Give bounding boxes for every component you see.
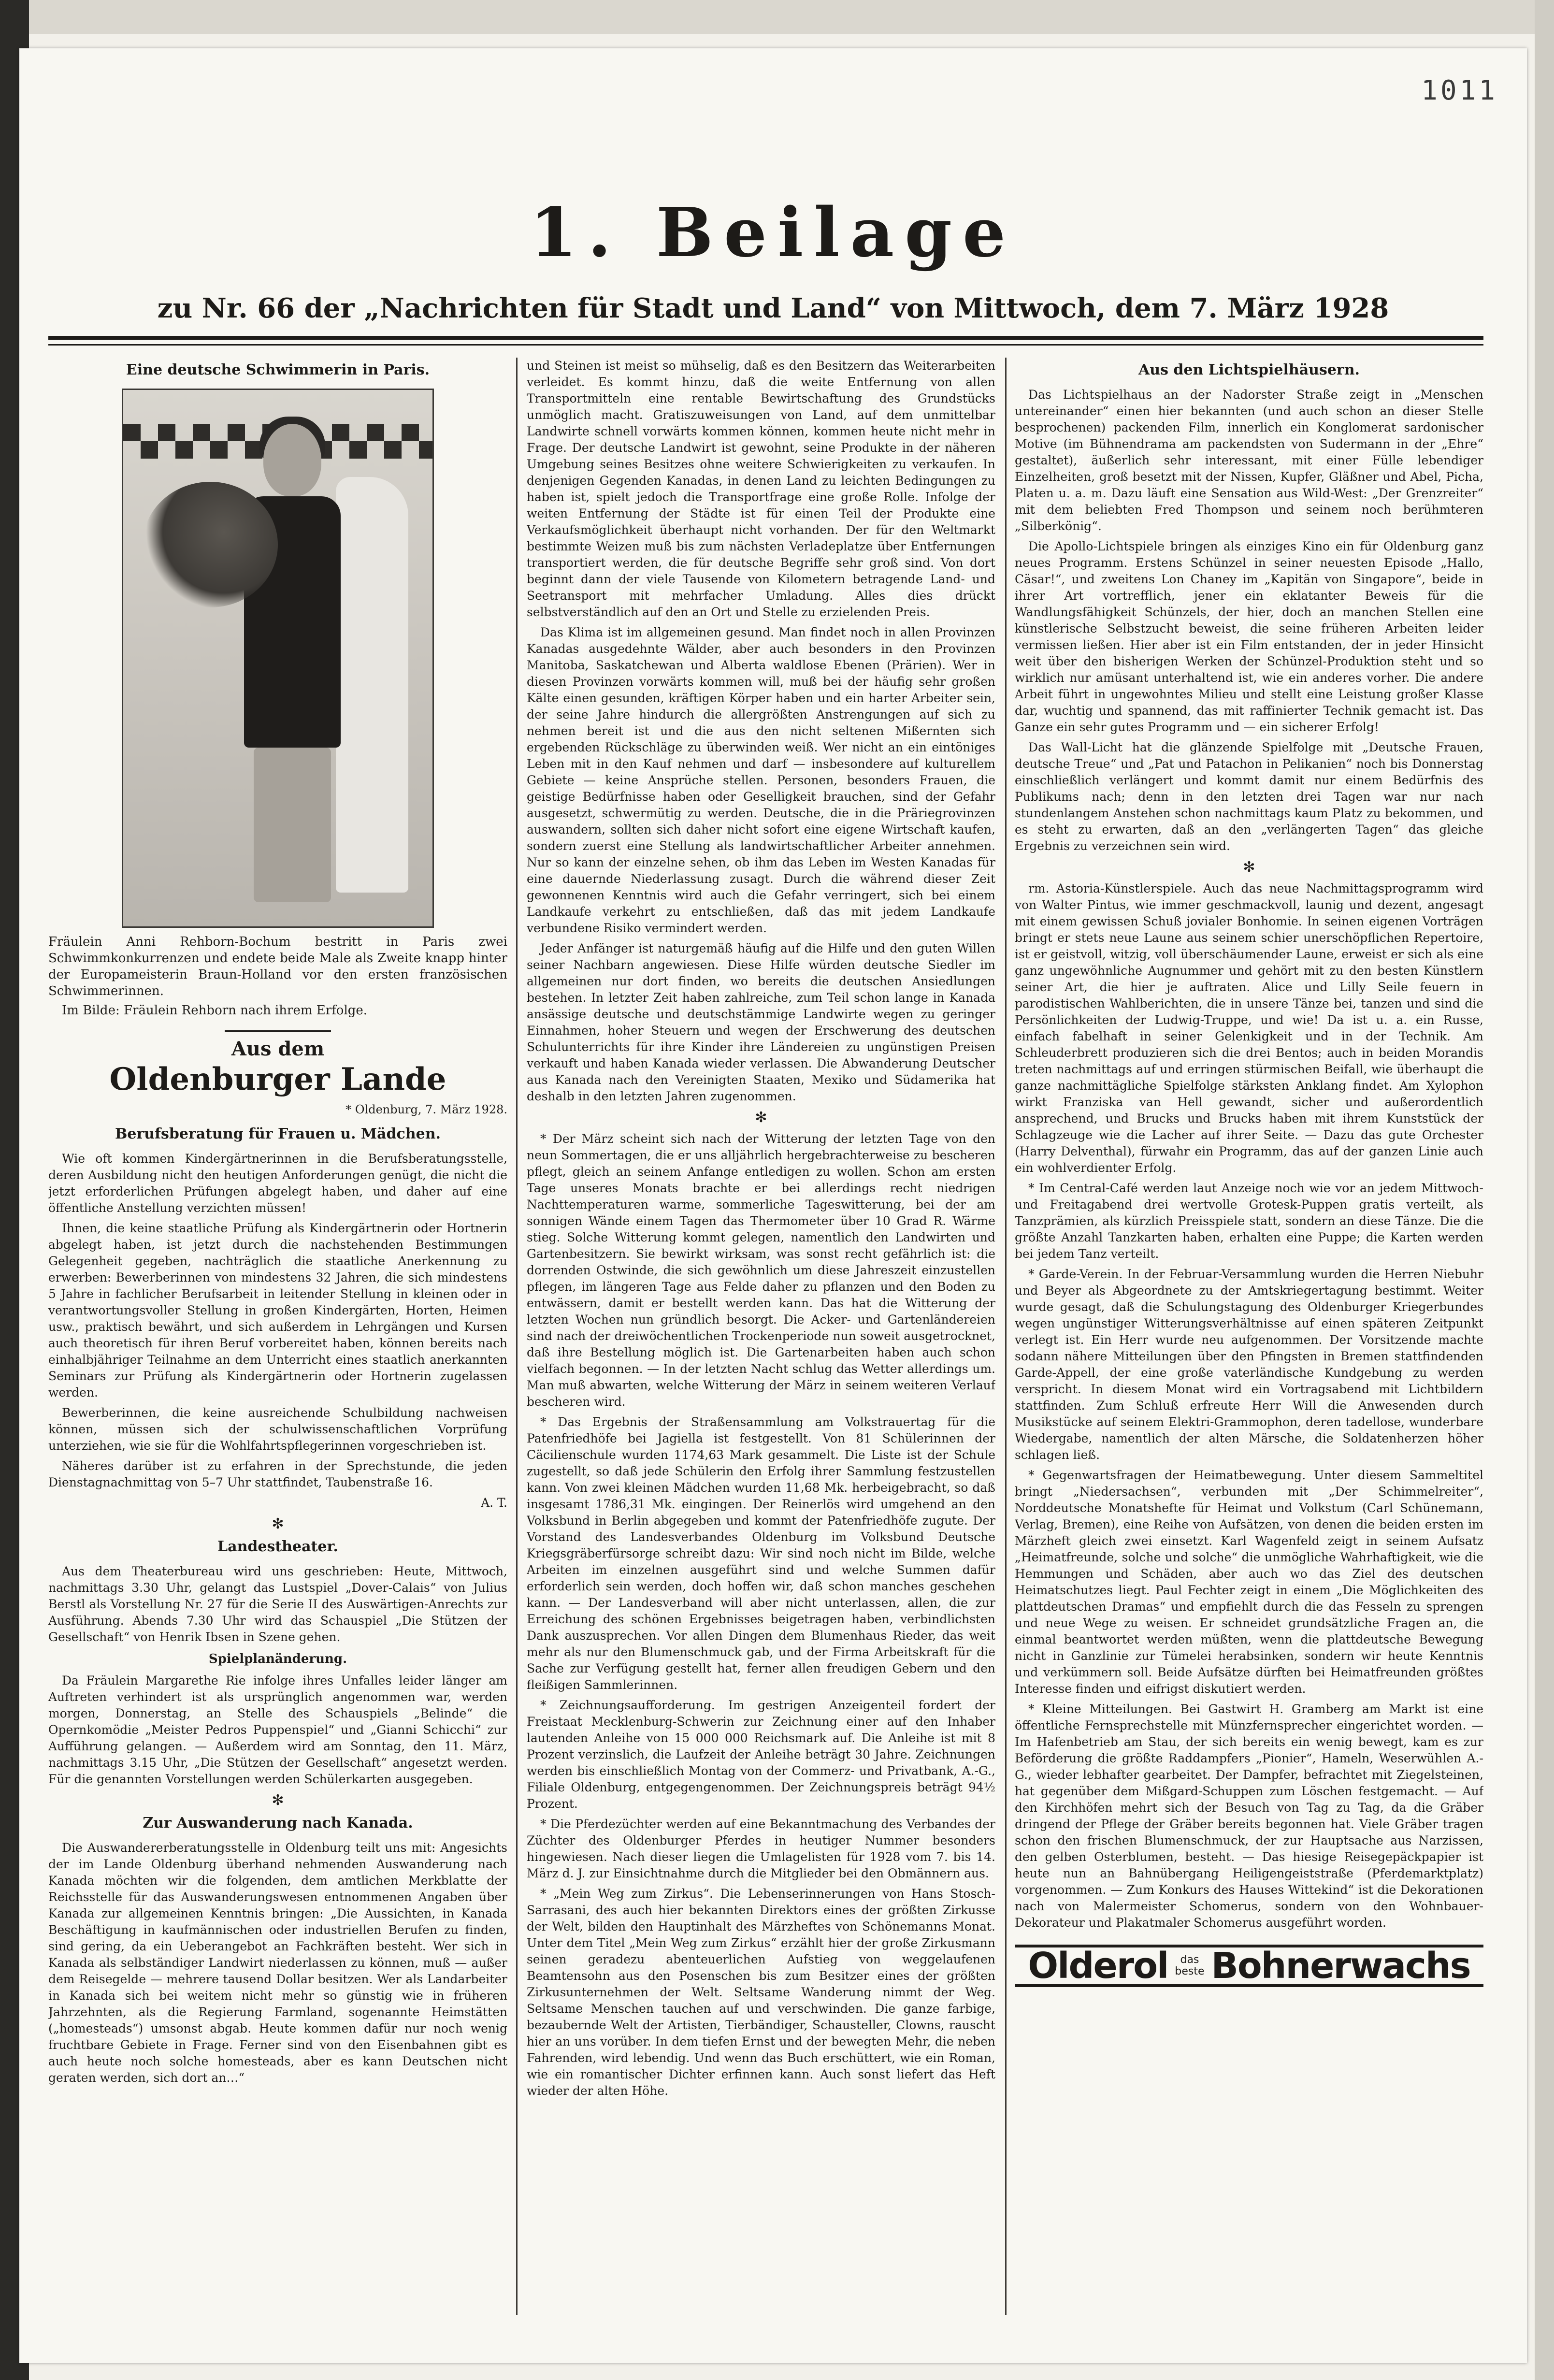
column-divider-2 [1005,358,1007,2315]
swimmer-legs [254,748,331,902]
heimat-paragraph: * Gegenwartsfragen der Heimatbewegung. Unter diesem Sammeltitel bringt „Niedersachsen“, verbunden mit „Der Schimmelreiter“, Norddeutsche Monatshefte für Heimat und Volkstum (Carl Schünemann, Verlag, Bremen), eine Reihe von Aufsätzen, von denen die beiden ersten im Märzheft gleich zwei einsetzt. Karl Wagenfeld zeigt in seinem Aufsatz „Heimatfreunde, solche und solche“ die unmögliche Wahrhaftigkeit, wie die Hemmungen und Schäden, aber auch wo das Ziel des deutschen Heimatschutzes liegt. Paul Fechter zeigt in einem „Die Möglichkeiten des plattdeutschen Dramas“ und empfiehlt durch die das Fesseln zu sprengen und neue Wege zu weisen. Er schneidet grundsätzliche Fragen an, die einmal beantwortet werden müßten, wenn die plattdeutsche Bewegung nicht in Ganzlinie zur Tümelei herabsinken, sondern wir heute Kenntnis und verkümmern soll. Beide Aufsätze dürften bei Heimatfreunden größtes Interesse finden und eifrigst diskutiert werden. [1015,1468,1483,1696]
newspaper-page [19,48,1527,2363]
supplement-title: 1. Beilage [530,193,1017,273]
astoria-paragraph: rm. Astoria-Künstlerspiele. Auch das neue Nachmittagsprogramm wird von Walter Pintus, wie immer geschmackvoll, launig und dezent, angesagt mit einem gewissen Schuß jovialer Bonhomie. In seinen eigenen Vorträgen bringt er stets neue Laune aus seinem schier unerschöpflichen Repertoire, ist er geistvoll, witzig, voll überschäumender Laune, erweist er sich als eine ganz ungewöhnliche Augnummer und gehört mit zu den besten Künstlern seiner Art, die hier je auftraten. Alice und Lilly Seile feuern in parodistischen Wahlberichten, die in unsere Tänze bei, tanzen und sind die Persönlichkeiten der Ludwig-Truppe, und wie! Da ist u. a. ein Russe, einfach fabelhaft in seiner Gelenkigkeit und in der Technik. Am Schleuderbrett produzieren sich die drei Bentos; auch in beiden Morandis treten nachmittags auf und erringen stürmischen Beifall, wie überhaupt die ganze nachmittägliche Spielfolge stärksten Anklang findet. Am Xylophon wirkt Franziska van Hell gewandt, sicher und außerordentlich ansprechend, und Brucks und Brucks haben mit ihrem Kunststück der Schlagzeuge wie die Lacher auf ihrer Seite. — Dazu das gute Orchester (Harry Delventhal), fürwahr ein Programm, das auf der ganzen Linie auch ein wohlverdienter Erfolg. [1015,881,1483,1175]
ad-brand: Olderol [1028,1945,1168,1987]
header-rule-thick [48,336,1483,340]
theater-paragraph: Aus dem Theaterbureau wird uns geschrieben: Heute, Mittwoch, nachmittags 3.30 Uhr, gelangt das Lustspiel „Dover-Calais“ von Julius Berstl als Vorstellung Nr. 27 für die Serie II des Auswärtigen-Anrechts zur Ausführung. Abends 7.30 Uhr wird das Schauspiel „Die Stützen der Gesellschaft“ von Henrik Ibsen in Szene gehen. [48,1564,507,1644]
column-1 [48,358,507,2315]
asterisk-divider: ✻ [272,1792,284,1809]
swimmer-caption: Fräulein Anni Rehborn-Bochum bestritt in Paris zwei Schwimmkonkurrenzen und endete beide Male als Zweite knapp hinter der Europameisterin Braun-Holland vor den ersten französischen Schwimmerinnen. [48,935,507,998]
kino-heading: Aus den Lichtspielhäusern. [1138,361,1360,378]
kino-paragraph: Das Wall-Licht hat die glänzende Spielfolge mit „Deutsche Frauen, deutsche Treue“ und „Pat und Patachon in Pelikanien“ noch bis Donnerstag einschließlich verlängert und kommt damit nur einem Bedürfnis des Publikums nach; denn in den letzten drei Tagen war nur nach stundenlangem Anstehen schon nachmittags kaum Platz zu bekommen, und es steht zu erwarten, daß an den „verlängerten Tagen“ das gleiche Ergebnis zu verzeichnen sein wird. [1015,740,1483,853]
section-separator [225,1030,331,1032]
zirkus-paragraph: * „Mein Weg zum Zirkus“. Die Lebenserinnerungen von Hans Stosch-Sarrasani, des auch hier bekannten Direktors eines der größten Zirkusse der Welt, bilden den Hauptinhalt des Märzheftes von Schönemanns Monat. Unter dem Titel „Mein Weg zum Zirkus“ erzählt hier der große Zirkusmann seinen geradezu abenteuerlichen Aufstieg von weggelaufenen Beamtensohn aus den Posenschen bis zum Besitzer eines der größten Zirkusunternehmen der Welt. Seltsame Wanderung nimmt der Weg. Seltsame Menschen tauchen auf und verschwinden. Die ganze farbige, bezaubernde Welt der Artisten, Tierbändiger, Schausteller, Clowns, rauscht hier an uns vorüber. In dem tiefen Ernst und der bewegten Mehr, die neben Fahrenden, wird lebendig. Und wenn das Buch erschüttert, wie ein Roman, wie ein romantischer Dichter erfinnen kann. Auch sonst liefert das Heft wieder der alten Höhe. [527,1887,995,2098]
ad-tag-top: das [1180,1954,1199,1966]
header-rule-thin [48,344,1483,346]
oldenburger-lande-heading: Oldenburger Lande [109,1061,446,1097]
supplement-subtitle: zu Nr. 66 der „Nachrichten für Stadt und Land“ von Mittwoch, dem 7. März 1928 [157,292,1389,324]
kanada-paragraph: Die Auswandererberatungsstelle in Oldenburg teilt uns mit: Angesichts der im Lande Oldenburg überhand nehmenden Auswanderung nach Kanada möchten wir die folgenden, dem amtlichen Merkblatte der Reichsstelle für das Auswanderungswesen entnommenen Angaben über Kanada zur allgemeinen Kenntnis bringen: „Die Aussichten, in Kanada Beschäftigung in kaufmännischen oder industriellen Berufen zu finden, sind gering, da ein Ueberangebot an Fachkräften besteht. Wer sich in Kanada als selbständiger Landwirt niederlassen zu können, muß — außer dem Reisegelde — mehrere tausend Dollar besitzen. Wer als Landarbeiter in Kanada sich bei weitem nicht mehr so günstig wie in früheren Jahrzehnten, als die Regierung Farmland, sogenannte Heimstätten („homesteads“) umsonst abgab. Heute kommen dafür nur noch wenig fruchtbare Gebiete in Frage. Ferner sind von den Eisenbahnen gibt es auch heute noch solche homesteads, aber es kann Deutschen nicht geraten werden, sich dort an…“ [48,1841,507,2085]
swimmer-photo [122,389,434,928]
column-3 [1015,358,1483,2315]
beratung-heading: Berufsberatung für Frauen u. Mädchen. [115,1125,441,1142]
ad-tag-bottom: beste [1175,1965,1205,1977]
swimmer-caption-2: Im Bilde: Fräulein Rehborn nach ihrem Erfolge. [62,1003,368,1018]
swimmer-face [263,424,321,496]
ad-product: Bohnerwachs [1211,1945,1470,1987]
cafe-paragraph: * Im Central-Café werden laut Anzeige noch wie vor an jedem Mittwoch- und Freitagabend drei wertvolle Grotesk-Puppen gratis verteilt, als Tanzprämien, als kürzlich Preisspiele statt, sondern an diese Tänze. Die die größte Anzahl Tanzkarten haben, erhalten eine Puppe; die Karten werden bei jedem Tanz verteilt. [1015,1181,1483,1261]
asterisk-divider: ✻ [272,1515,284,1532]
kino-paragraph: Die Apollo-Lichtspiele bringen als einziges Kino ein für Oldenburg ganz neues Programm. Erstens Schünzel in seiner neuesten Episode „Hallo, Cäsar!“, und zweitens Lon Chaney im „Kapitän von Singapore“, beide in ihrer Art vortrefflich, jener ein eklatanter Beweis für die Wandlungsfähigkeit Schünzels, der hier, doch an manchen Stellen eine künstlerische Selbstzucht beweist, die seine früheren Arbeiten leider vermissen ließen. Hier aber ist ein Film entstanden, der in jeder Hinsicht weit über den bisherigen Werken der Schünzel-Produktion steht und so wirklich nur amüsant unterhaltend ist, wie ein anderes vorher. Die andere Arbeit führt in ungewohntes Milieu und stellt eine Leistung großer Klasse dar, wuchtig und spannend, das mit raffinierter Technik gemacht ist. Das Ganze ein sehr gutes Programm und — ein sicherer Erfolg! [1015,539,1483,734]
asterisk-divider: ✻ [755,1109,767,1126]
garde-paragraph: * Garde-Verein. In der Februar-Versammlung wurden die Herren Niebuhr und Beyer als Abgeordnete zu der Amtskriegertagung bestimmt. Weiter wurde gesagt, daß die Schulungstagung des Oldenburger Kriegerbundes wegen ungünstiger Witterungsverhältnisse auf einen späteren Zeitpunkt verlegt ist. Ein Herr wurde neu aufgenommen. Der Vorsitzende machte sodann nähere Mitteilungen über den Pfingsten in Bremen stattfindenden Garde-Appell, der eine große vaterländische Kundgebung zu werden verspricht. In diesem Monat wird ein Vortragsabend mit Lichtbildern stattfinden. Zum Schluß erfreute Herr Will die Anwesenden durch Musikstücke auf seinem Elektri-Grammophon, deren tadellose, wunderbare Wiedergabe, namentlich der alten Märsche, die Soldatenherzen höher schlagen ließ. [1015,1267,1483,1462]
swimmer-heading: Eine deutsche Schwimmerin in Paris. [126,361,430,378]
kanada-heading: Zur Auswanderung nach Kanada. [143,1815,413,1832]
kanada-continued: Jeder Anfänger ist naturgemäß häufig auf die Hilfe und den guten Willen seiner Nachbarn angewiesen. Diese Hilfe würden deutsche Siedler im allgemeinen nur dort finden, wo bereits die deutschen Ansiedlungen bestehen. In letzter Zeit haben zahlreiche, zum Teil schon lange in Kanada ansässige deutsche und deutschstämmige Landwirte wegen zu geringer Einnahmen, hoher Steuern und wegen der Erschwerung des deutschen Schulunterrichts für ihre Kinder ihre Ländereien zu ungünstigen Preisen verkauft und haben Kanada wieder verlassen. Die Abwanderung Deutscher aus Kanada nach den Vereinigten Staaten, Mexiko und Südamerika hat deshalb in den letzten Jahren zugenommen. [527,941,995,1103]
kleine-paragraph: * Kleine Mitteilungen. Bei Gastwirt H. Gramberg am Markt ist eine öffentliche Fernsprechstelle mit Münzfernsprecher eingerichtet worden. — Im Hafenbetrieb am Stau, der sich bereits ein wenig bewegt, kam es zur Beförderung die größte Raddampfers „Pionier“, Hameln, Weserwühlen A.-G., wieder lebhafter gearbeitet. Der Dampfer, befrachtet mit Ziegelsteinen, hat gegenüber dem Mißgard-Schuppen zum Löschen festgemacht. — Auf den Kirchhöfen mehrt sich der Besuch von Tag zu Tag, da die Gräber dringend der Pflege der Gräber bereits begonnen hat. Viele Gräber tragen schon den frischen Blumenschmuck, der zur Hauptsache aus Narzissen, den gelben Osterblumen, besteht. — Das hiesige Reisegepäckpapier ist heute nun an Bahnübergang Heiligengeiststraße (Pferdemarktplatz) vorgenommen. — Zum Konkurs des Hauses Wittekind“ ist die Dekorationen nach von Malermeister Schomerus, sondern von den Wohnbauer-Dekorateur und Plakatmaler Schomerus ausgeführt worden. [1015,1702,1483,1930]
flower-bouquet [143,482,278,607]
kanada-continued: und Steinen ist meist so mühselig, daß es den Besitzern das Weiterarbeiten verleidet. Es kommt hinzu, daß die weite Entfernung von allen Transportmitteln eine rentable Bewirtschaftung des Grundstücks unmöglich macht. Gratiszuweisungen von Land, auf dem unmittelbar Landwirte schnell vorwärts kommen können, kommen heute nicht mehr in Frage. Der deutsche Landwirt ist gewohnt, seine Produkte in der näheren Umgebung seines Besitzes ohne weitere Schwierigkeiten zu verkaufen. In denjenigen Gegenden Kanadas, in denen Land zu leichten Bedingungen zu haben ist, spielt jedoch die Transportfrage eine große Rolle. Infolge der weiten Entfernung der Städte ist für einen Teil der Produkte eine Verkaufsmöglichkeit überhaupt nicht vorhanden. Der für den Weltmarkt bestimmte Weizen muß bis zum nächsten Verladeplatze über Entfernungen transportiert werden, die für deutsche Begriffe sehr groß sind. Von dort beginnt dann der viele Tausende von Kilometern betragende Land- und Seetransport mit mehrfacher Umladung. Alles dies drückt selbstverständlich auf den an Ort und Stelle zu erzielenden Preis. [527,359,995,619]
dateline: * Oldenburg, 7. März 1928. [345,1103,507,1116]
scan-top-margin [0,0,1554,34]
robe-shape [336,477,408,893]
beratung-paragraph: Ihnen, die keine staatliche Prüfung als Kindergärtnerin oder Hortnerin abgelegt haben, ist jetzt durch die nachstehenden Bestimmungen Gelegenheit gegeben, nachträglich die staatliche Anerkennung zu erwerben: Bewerberinnen von mindestens 32 Jahren, die sich mindestens 5 Jahre in fachlicher Berufsarbeit in leitender Stellung in kleinen oder in verantwortungsvoller Stellung in großen Kindergärten, Horten, Heimen usw., praktisch bewährt, und sich außerdem in Lehrgängen und Kursen auch theoretisch für ihren Beruf vorbereitet haben, können bereits nach einhalbjähriger Teilnahme an dem Unterricht eines staatlich anerkannten Seminars zur Prüfung als Kindergärtnerin oder Hortnerin zugelassen werden. [48,1221,507,1399]
beratung-paragraph: Bewerberinnen, die keine ausreichende Schulbildung nachweisen können, müssen sich der schulwissenschaftlichen Vorprüfung unterziehen, wie sie für die Wohlfahrtspflegerinnen vorgeschrieben ist. [48,1406,507,1453]
beratung-paragraph: Wie oft kommen Kindergärtnerinnen in die Berufsberatungsstelle, deren Ausbildung nicht den heutigen Anforderungen genügt, die nicht die jetzt erforderlichen Prüfungen abgelegt haben, und daher auf eine öffentliche Anstellung verzichten müssen! [48,1152,507,1215]
beratung-paragraph: Näheres darüber ist zu erfahren in der Sprechstunde, die jeden Dienstagnachmittag von 5–7 Uhr stattfindet, Taubenstraße 16. [48,1459,507,1489]
beratung-signature: A. T. [481,1496,507,1510]
maerz-paragraph: * Der März scheint sich nach der Witterung der letzten Tage von den neun Sommertagen, die er uns alljährlich hergebrachterweise zu bescheren pflegt, gleich an seinem Anfange entledigen zu wollen. Schon am ersten Tage unseres Monats brachte er bei allerdings recht niedrigen Nachttemperaturen warme, sommerliche Tageswitterung, bei der am sonnigen Wände einem Tagen das Thermometer über 10 Grad R. Wärme stieg. Solche Witterung kommt gelegen, namentlich den Landwirten und Gartenbesitzern. Sie bewirkt wirksam, was sonst recht gefährlich ist: die dorrenden Ostwinde, die sich gewöhnlich um diese Jahreszeit einzustellen pflegen, im längeren Tage aus Felde daher zu pflanzen und den Boden zu entwässern, damit er bestellt werden kann. Das hat die Witterung der letzten Wochen nun gründlich besorgt. Die Acker- und Gartenländereien sind nach der dreiwöchentlichen Trockenperiode nun soweit ausgetrocknet, daß ihre Bestellung möglich ist. Die Gartenarbeiten haben auch schon vielfach begonnen. — In der letzten Nacht schlug das Wetter allerdings um. Man muß abwarten, welche Witterung der März in seinem weiteren Verlauf bescheren wird. [527,1132,995,1409]
sammlung-paragraph: * Das Ergebnis der Straßensammlung am Volkstrauertag für die Patenfriedhöfe bei Jagiella ist festgestellt. Von 81 Schülerinnen der Cäcilienschule wurden 1174,63 Mark gesammelt. Die Liste ist der Schule zugestellt, so daß jede Schülerin den Erfolg ihrer Sammlung festzustellen kann. Von zwei kleinen Mädchen wurden 11,68 Mk. herbeigebracht, so daß insgesamt 1786,31 Mk. eingingen. Der Reinerlös wird umgehend an den Volksbund in Berlin abgegeben und kommt der Patenfriedhöfe zugute. Der Vorstand des Landesverbandes Oldenburg im Volksbund Deutsche Kriegsgräberfürsorge schreibt dazu: Wir sind noch nicht im Bilde, welche Arbeiten im einzelnen ausgeführt sind und welche Summen dafür erforderlich sein werden, doch hoffen wir, daß schon manches geschehen kann. — Der Landesverband will aber nicht unterlassen, allen, die zur Erreichung des schönen Ergebnisses beigetragen haben, verbindlichsten Dank auszusprechen. Vor allen Dingen dem Blumenhaus Rieder, das weit mehr als nur den Blumenschmuck gab, und der Firma Arbeitskraft für die Sache zur Verfügung gestellt hat, ferner allen freudigen Gebern und den fleißigen Sammlerinnen. [527,1415,995,1692]
theater-heading: Landestheater. [217,1538,338,1555]
asterisk-divider: ✻ [1243,859,1255,876]
kanada-continued: Das Klima ist im allgemeinen gesund. Man findet noch in allen Provinzen Kanadas ausgedehnte Wälder, aber auch besonders in den Provinzen Manitoba, Saskatchewan und Alberta waldlose Ebenen (Prärien). Wer in diesen Provinzen vorwärts kommen will, muß bei der häufig sehr großen Kälte einen gesunden, kräftigen Körper haben und ein harter Arbeiter sein, der seine Jahre hindurch die allergrößten Anstrengungen auf sich zu nehmen bereit ist und die aus den nicht seltenen Mißernten sich ergebenden Rückschläge zu überwinden weiß. Wer nicht an ein eintöniges Leben mit in den Kauf nehmen und darf — insbesondere auf kulturellem Gebiete — keine Ansprüche stellen. Personen, besonders Frauen, die geistige Bedürfnisse haben oder Geselligkeit brauchen, sind der Gefahr ausgesetzt, schwermütig zu werden. Deutsche, die in die Präriegrovinzen auswandern, sollten sich daher nicht sofort eine eigene Wirtschaft kaufen, sondern zuerst eine Stellung als landwirtschaftlicher Arbeiter annehmen. Nur so kann der einzelne sehen, ob ihm das Leben im Westen Kanadas für eine dauernde Niederlassung zusagt. Durch die während dieser Zeit gewonnenen Kenntnis wird auch die Gefahr verringert, sich bei einem Landkaufe verkehrt zu entschließen, daß das mit jedem Landkaufe verbundene Risiko vermindert werden. [527,625,995,935]
column-2 [527,358,995,2315]
ad-tagline [1175,1954,1204,1977]
scan-right-edge [1535,0,1554,2380]
kino-paragraph: Das Lichtspielhaus an der Nadorster Straße zeigt in „Menschen untereinander“ einen hier bekannten (und auch schon an dieser Stelle besprochenen) packenden Film, innerlich ein Konglomerat sardonischer Motive (im Bühnendrama am packendsten von Sudermann in der „Ehre“ gestaltet), äußerlich sehr interessant, mit einer Fülle lebendiger Einzelheiten, groß besetzt mit der Nissen, Kupfer, Gläßner und Abel, Picha, Platen u. a. m. Dazu läuft eine Sensation aus Wild-West: „Der Grenzreiter“ mit dem beliebten Fred Thompson und seinem noch berühmteren „Silberkönig“. [1015,388,1483,533]
theater-paragraph: Da Fräulein Margarethe Rie infolge ihres Unfalles leider länger am Auftreten verhindert ist als ursprünglich angenommen war, werden morgen, Donnerstag, an Stelle des Schauspiels „Belinde“ die Opernkomödie „Meister Pedros Puppenspiel“ und „Gianni Schicchi“ zur Aufführung gelangen. — Außerdem wird am Sonntag, den 11. März, nachmittags 3.15 Uhr, „Die Stützen der Gesellschaft“ angesetzt werden. Für die genannten Vorstellungen werden Schülerkarten ausgegeben. [48,1673,507,1786]
aus-dem-heading: Aus dem [231,1038,325,1060]
archive-number: 1011 [1421,75,1498,106]
olderol-advertisement [1015,1945,1483,1987]
spielplan-heading: Spielplanänderung. [208,1652,347,1666]
pferde-paragraph: * Die Pferdezüchter werden auf eine Bekanntmachung des Verbandes der Züchter des Oldenburger Pferdes in heutiger Nummer besonders hingewiesen. Nach dieser liegen die Umlagelisten für 1928 vom 7. bis 14. März d. J. zur Einsichtnahme durch die Mitglieder bei den Obmännern aus. [527,1817,995,1880]
zeichnung-paragraph: * Zeichnungsaufforderung. Im gestrigen Anzeigenteil fordert der Freistaat Mecklenburg-Schwerin zur Zeichnung einer auf den Inhaber lautenden Anleihe von 15 000 000 Reichsmark auf. Die Anleihe ist mit 8 Prozent verzinslich, die Laufzeit der Anleihe beträgt 30 Jahre. Zeichnungen werden bis einschließlich Montag von der Commerz- und Privatbank, A.-G., Filiale Oldenburg, entgegengenommen. Der Zeichnungspreis beträgt 94½ Prozent. [527,1698,995,1811]
column-divider-1 [516,358,518,2315]
